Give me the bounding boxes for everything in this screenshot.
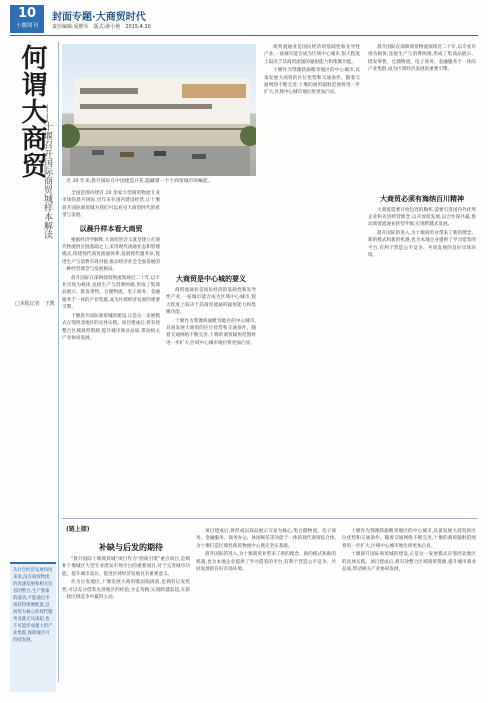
body-paragraph: 十堰作为鄂豫陕渝毗邻地区的中心城市,具备发展大商贸的区位优势和交通条件。随着交通网络不断完善,十堰的商贸辐射范围将进一步扩大,区域中心城市地位将更加凸显。 bbox=[264, 68, 360, 96]
body-paragraph: 大商贸需要开放包容的胸怀,需要引进国内外优秀企业和先进经营理念,以开放促发展,以合作谋共赢,推动商贸流通业转型升级,实现跨越式发展。 bbox=[368, 207, 476, 228]
bottom-column-3 bbox=[342, 528, 476, 690]
body-paragraph: 晨升国际的进入,为十堰商贸业带来了新的理念、新的模式和新的机遇,也为本地企业提供了学习借鉴的平台,有利于营造公平竞争、共同发展的良好市场环境。 bbox=[368, 230, 476, 259]
page-number: 10 bbox=[17, 6, 37, 21]
bottom-column-2 bbox=[196, 528, 336, 690]
body-paragraph: 根据经济学解释,大商贸的含义就是建立在现代物流供应链基础之上,采用现代流通业态和管理模式,构建现代商贸流通体系,发展现代服务业,促进生产与消费有效对接,推动经济社会全面发展的一种经营理念与发展格局。 bbox=[62, 237, 160, 273]
far-right-column bbox=[368, 44, 476, 510]
headline-main: 何谓大商贸 bbox=[17, 44, 47, 179]
section-heading: 大商贸必须有海纳百川精神 bbox=[380, 194, 464, 203]
body-paragraph: 商贸流通业是国民经济的基础性和先导性产业,一座城市能否成为区域中心城市,很大程度上取决于其商贸流通的辐射能力和集聚功能。 bbox=[166, 288, 256, 316]
body-paragraph: 晨升国际的进入,为十堰商贸业带来了新的理念、新的模式和新的机遇,也为本地企业提供了学习借鉴的平台,有利于营造公平竞争、共同发展的良好市场环境。 bbox=[196, 552, 336, 573]
body-paragraph: "晨升国际十堰商贸城"项目作为"招商引资"重点项目,是填补十堰城区大型专业批发市场空白的重要项目,对于完善城市功能、提升城市品位、促进区域经济发展具有重要意义。 bbox=[62, 557, 190, 577]
body-paragraph: 作为后发地区,十堰发展大商贸既面临挑战,也拥有后发优势,可以充分借鉴先进地区的经验,少走弯路,实现跨越赶超,在新一轮区域竞争中赢得主动。 bbox=[62, 580, 190, 601]
left-column-rule bbox=[58, 42, 59, 682]
body-paragraph: 晨升国际在深耕商贸物流领域近二十年,以专业市场为载体,连接生产与消费两端,形成了集商品展示、批发零售、仓储物流、电子商务、金融服务于一体的产业集群,成为区域经济发展的重要引擎。 bbox=[368, 45, 476, 73]
body-paragraph: 项目建成后,将形成以商品展示交易为核心,集仓储物流、电子商务、金融服务、商务办公、休闲娱乐等功能于一体的现代商贸综合体,为十堰打造区域性商贸物流中心奠定坚实基础。 bbox=[196, 529, 336, 549]
section-heading: 大商贸是中心城的要义 bbox=[176, 275, 246, 283]
section-heading: 以晨升样本看大商贸 bbox=[79, 224, 143, 233]
body-paragraph: 商贸流通业是国民经济的基础性和先导性产业,一座城市能否成为区域中心城市,很大程度上取决于其商贸流通的辐射能力和集聚功能。 bbox=[264, 45, 360, 65]
center-column bbox=[166, 190, 256, 510]
pull-quote-box bbox=[10, 562, 56, 692]
continued-label: (链上接) bbox=[66, 526, 90, 533]
body-paragraph: 十堰作为鄂豫陕渝毗邻地区的中心城市,具备发展大商贸的区位优势和交通条件。随着交通网络不断完善,十堰的商贸辐射范围将进一步扩大,区域中心城市地位将更加凸显。 bbox=[342, 529, 476, 549]
page-number-badge bbox=[10, 5, 44, 33]
bottom-column-1 bbox=[62, 556, 190, 690]
section-title: 封面专题·大商贸时代 bbox=[52, 12, 146, 23]
feature-photo bbox=[62, 44, 256, 176]
photo-caption: 近 20 年来,晨升国际在中国建造开花,隐藏着一个个商贸城市的崛起。 bbox=[66, 179, 213, 184]
byline: □本报记者 王凯 bbox=[15, 301, 55, 307]
page-tag: 十堰周刊 bbox=[15, 23, 38, 29]
lead-paragraph: 全国范围内建有 20 余家大型商贸物流专业市场的晨升国际,近年来在国内建设经营,让十堰晨升国际商贸城为我们可以看见大商贸时代的希望与发展。 bbox=[62, 191, 160, 219]
body-paragraph: 十堰作为鄂豫陕渝毗邻地区的中心城市,具备发展大商贸的区位优势和交通条件。随着交通网络不断完善,十堰的商贸辐射范围将进一步扩大,区域中心城市地位将更加凸显。 bbox=[166, 318, 256, 346]
right-column bbox=[264, 44, 360, 510]
section-divider bbox=[62, 518, 478, 519]
editors-line: 责任编辑:夏维军 版式:薛小艳 2015.4.10 bbox=[52, 24, 151, 30]
body-paragraph: 十堰晨升国际商贸城的建设,正是这一发展模式在鄂西北地区的具体实践。项目建成后,将有效整合区域商贸资源,提升城市商业品质,带动相关产业协同发展。 bbox=[342, 552, 476, 573]
sidebar-heading: 补缺与后发的期待 bbox=[99, 543, 163, 552]
body-paragraph: 晨升国际在深耕商贸物流领域近二十年,以专业市场为载体,连接生产与消费两端,形成了集商品展示、批发零售、仓储物流、电子商务、金融服务于一体的产业集群,成为区域经济发展的重要引擎。 bbox=[62, 275, 160, 311]
body-paragraph: 十堰晨升国际商贸城的建设,正是这一发展模式在鄂西北地区的具体实践。项目建成后,将有效整合区域商贸资源,提升城市商业品质,带动相关产业协同发展。 bbox=[62, 313, 160, 341]
pull-quote: 从社会经济发展角度来说,没有商贸物流的高速发展和相关信息的整合,生产要素的流动,不能通过市场获得资源配置,以商贸为核心的现代服务业就无从谈起,也不可能形成强大的产业集群,保障城市可持续发展。 bbox=[13, 568, 53, 643]
middle-column bbox=[62, 190, 160, 510]
masthead-rule bbox=[10, 35, 478, 36]
headline-sub: ——十堰召开国际商贸城样本解读 bbox=[42, 104, 52, 239]
